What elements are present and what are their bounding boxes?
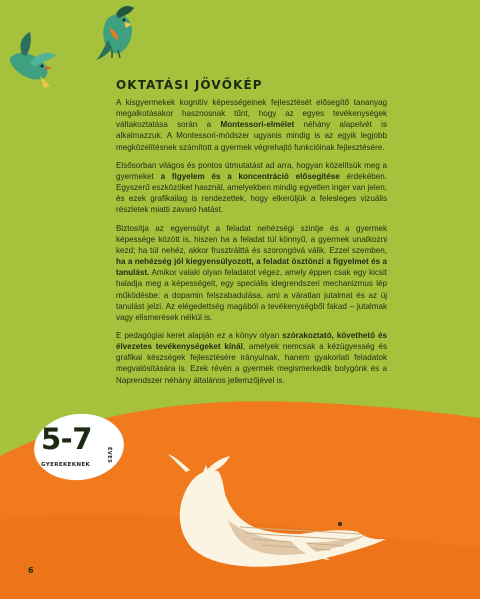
paragraph-text: Amikor valaki olyan feladatot végez, amely éppen csak egy kicsit haladja meg a képességeit, egy speciális idegrendszeri mechanizmus lép működésbe: a dopamin felszabadulása, ami a váratlan jutalmat és az új tanulást jelzi. Az elégedettség magából a tevékenységből fakad – jutalmak vagy elismerések nélkül is. (116, 268, 387, 322)
age-badge-eves: ÉVES (106, 447, 112, 464)
paragraph (116, 160, 387, 216)
paragraph-text: E pedagógiai keret alapján ez a könyv olyan (116, 330, 283, 340)
parrot-icon (96, 6, 134, 60)
paragraph-emphasis: szórakoztató, követhető és élvezetes tevékenységeket kínál (116, 330, 388, 352)
paragraph-text: Biztosítja az egyensúlyt a feladat nehézségi szintje és a gyermek képessége között is, hiszen ha a feladat túl könnyű, a gyermek unatkozni kezd; ha túl nehéz, akkor frusztrálttá és szorongóvá válik. Ezzel szemben, (116, 223, 387, 255)
age-badge-label: GYEREKEKNEK (41, 462, 91, 468)
paragraph-text: , amelyek nemcsak a kézügyesség és grafikai készségek fejlesztésére irányulnak, hanem gyakorlati feladatok megvalósítására is. Ezek révén a gyermek megismerkedik bolygónk és a Naprendszer néhány általános jellemzőjével is. (116, 342, 388, 385)
paragraph-emphasis: a figyelem és a koncentráció elősegítése (160, 171, 340, 181)
page-number: 6 (28, 566, 34, 575)
paragraph (116, 330, 387, 386)
paragraph-emphasis: ha a nehézség jól kiegyensúlyozott, a feladat ösztönzi a figyelmet és a tanulást. (116, 257, 387, 278)
paragraph-text: érdekében. Egyszerű eszközöket használ, amelyekben mindig egyetlen inger van jelen, és ezek grafikailag is rendezettek, hogy elkerüljük a felesleges vizuális részletek miatti zavaró hatást. (116, 171, 387, 215)
body-text (116, 97, 387, 393)
paragraph (116, 97, 387, 153)
paragraph-text: Elsősorban világos és pontos útmutatást ad arra, hogyan közelítsük meg a gyermeket (116, 160, 387, 181)
parrot-icon (10, 32, 56, 88)
paragraph-emphasis: Montessori-elmélet (220, 120, 295, 130)
paragraph-text: A kisgyermekek kognitív képességeinek fejlesztését elősegítő tananyag megalkotásakor hasznosnak tűnt, hogy az egyes tevékenységek váltakoztatása során a (116, 98, 387, 130)
section-title: OKTATÁSI JÖVŐKÉP (116, 78, 263, 92)
paragraph-text: néhány alapelvét is alkalmazzuk. A Montessori-módszer ugyanis mindig is az egyik legjobb megközelítésnek számított a gyermek végrehajtó funkcióinak fejlesztésére. (116, 120, 388, 152)
paragraph (116, 223, 387, 323)
age-badge-number: 5-7 (41, 422, 92, 456)
